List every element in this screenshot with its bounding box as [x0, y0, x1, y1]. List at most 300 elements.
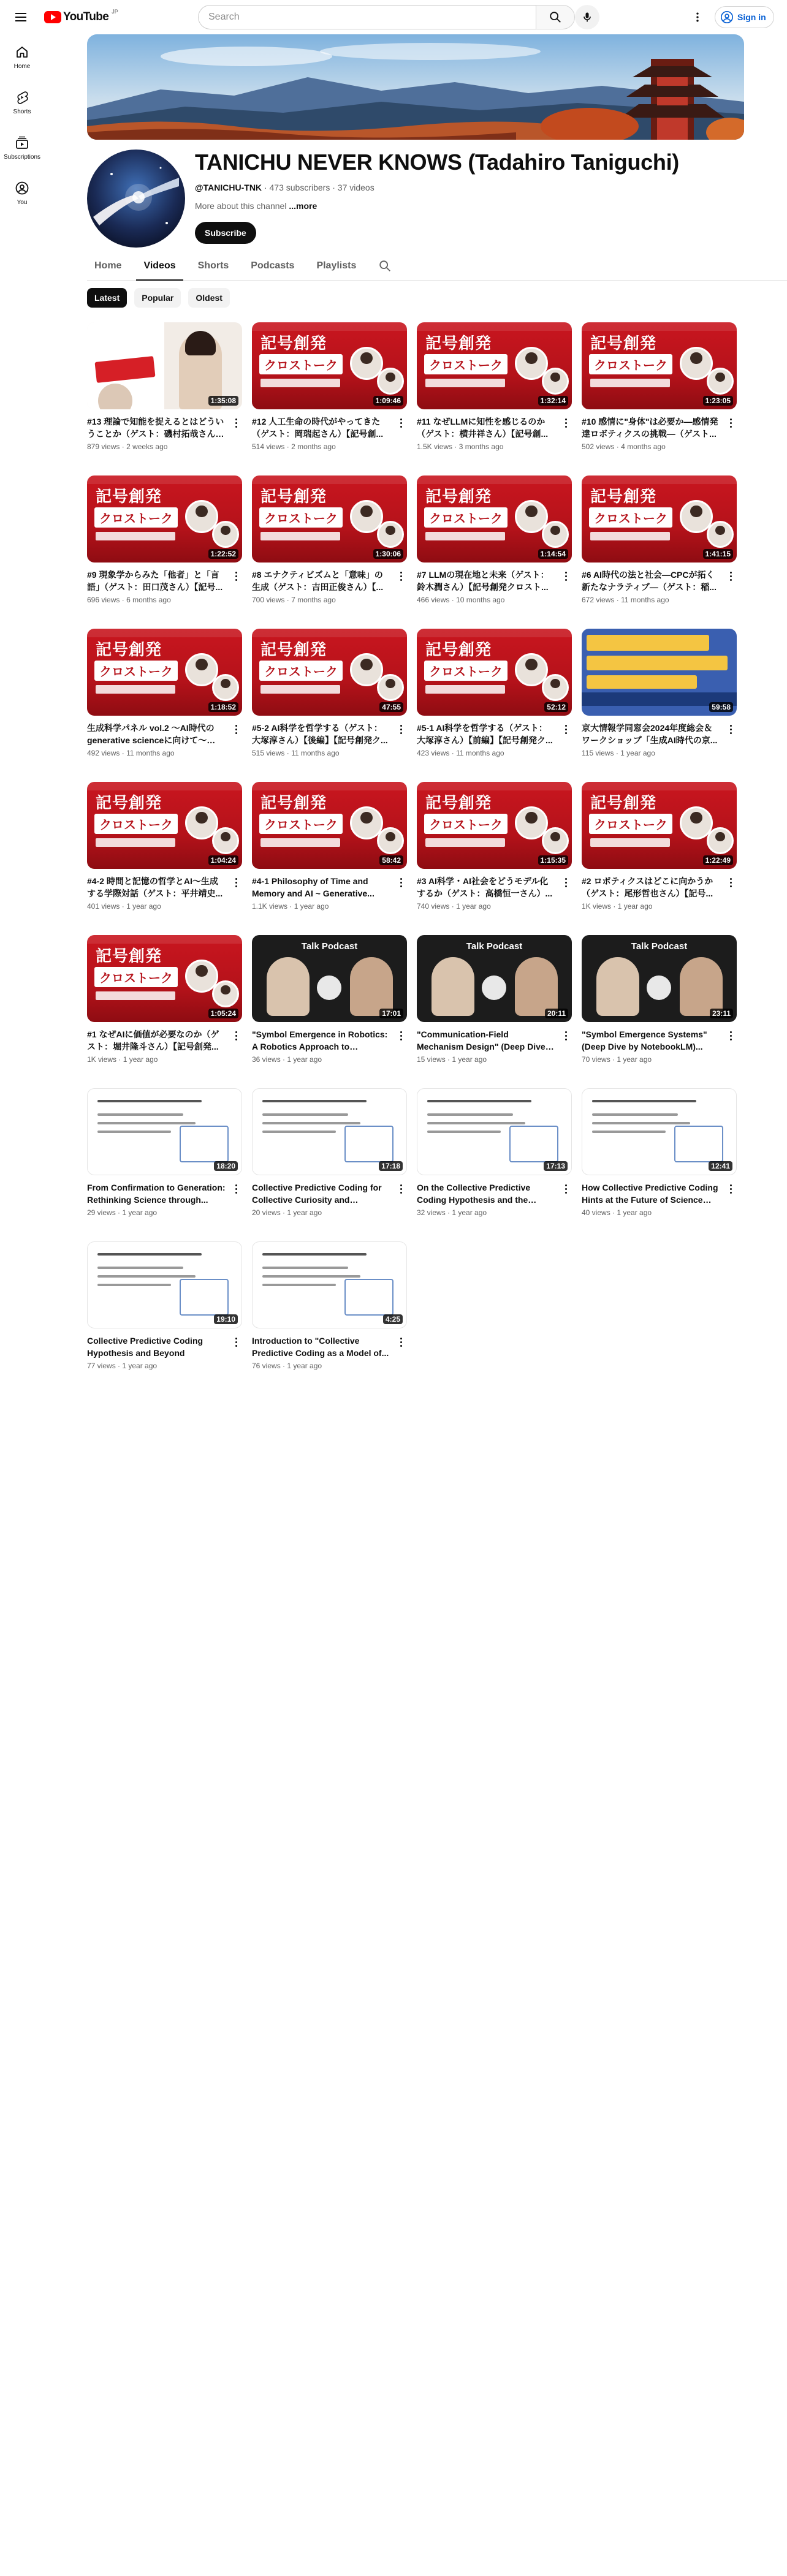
video-thumbnail[interactable] [417, 322, 572, 409]
video-duration: 1:14:54 [538, 549, 568, 559]
video-title[interactable]: #6 AI時代の法と社会—CPCが拓く新たなナラティブ—（ゲスト：稲... [582, 570, 717, 592]
more-vertical-icon [691, 11, 704, 23]
meta-separator: · [118, 1208, 123, 1217]
thumbnail-caption-bar [425, 379, 505, 387]
thumbnail-strip [582, 475, 737, 484]
video-title[interactable]: #13 理論で知能を捉えるとはどういうことか（ゲスト：磯村拓哉さん） [87, 417, 224, 439]
more-link[interactable]: ...more [289, 201, 317, 211]
slide-title-line [262, 1253, 367, 1256]
thumbnail-caption-bar [260, 532, 340, 540]
meta-separator: · [289, 902, 294, 911]
host-portrait [212, 521, 239, 548]
thumbnail-strip [582, 782, 737, 790]
menu-dot [235, 575, 237, 577]
upload-age: 1 year ago [456, 902, 491, 911]
video-thumbnail[interactable] [252, 475, 407, 563]
view-count: 20 views [252, 1208, 281, 1217]
video-title[interactable]: #9 現象学からみた「他者」と「言語」（ゲスト：田口茂さん）【記号... [87, 570, 223, 592]
slide-text-line [97, 1267, 183, 1269]
video-action-menu-button[interactable] [560, 722, 572, 737]
menu-dot [730, 1192, 732, 1194]
video-action-menu-button[interactable] [560, 875, 572, 890]
thumbnail-title-graphic: 記号創発 [590, 335, 657, 353]
video-card[interactable] [417, 475, 572, 609]
thumbnail-strip [252, 629, 407, 637]
video-metadata [582, 442, 666, 451]
video-duration: 17:01 [379, 1009, 403, 1018]
video-title[interactable]: #2 ロボティクスはどこに向かうか（ゲスト：尾形哲也さん）【記号... [582, 876, 713, 898]
video-action-menu-button[interactable] [560, 415, 572, 430]
menu-dot [565, 1031, 567, 1033]
tab-playlists[interactable]: Playlists [316, 260, 357, 271]
menu-dot [565, 575, 567, 577]
video-thumbnail[interactable] [582, 629, 737, 716]
guide-menu-button[interactable] [12, 9, 29, 26]
video-metadata [417, 442, 503, 451]
video-card[interactable] [252, 475, 407, 609]
video-thumbnail[interactable] [417, 1088, 572, 1175]
video-card[interactable] [252, 629, 407, 762]
slide-figure [344, 1279, 394, 1316]
host-hair [185, 331, 216, 355]
video-title[interactable]: #3 AI科学・AI社会をどうモデル化するか（ゲスト：高橋恒一さん）... [417, 876, 553, 898]
video-title[interactable]: #5-1 AI科学を哲学する（ゲスト：大塚淳さん）【前編】【記号創発ク... [417, 723, 553, 745]
menu-dot [235, 1345, 237, 1347]
thumbnail-title-graphic: 記号創発 [425, 794, 492, 813]
video-metadata [582, 1055, 652, 1064]
menu-dot [565, 729, 567, 730]
video-action-menu-button[interactable] [230, 1181, 242, 1196]
meta-separator: · [121, 596, 127, 604]
slide-text-line [592, 1113, 678, 1116]
view-count: 36 views [252, 1055, 281, 1064]
channel-handle: @TANICHU-TNK [195, 183, 262, 192]
video-action-menu-button[interactable] [230, 415, 242, 430]
view-count: 77 views [87, 1362, 116, 1370]
guide-label: You [17, 199, 28, 206]
video-title[interactable]: #4-2 時間と記憶の哲学とAI〜生成する学際対話（ゲスト：平井靖史... [87, 876, 223, 898]
menu-dot [235, 1341, 237, 1343]
video-card[interactable] [582, 629, 737, 762]
video-thumbnail[interactable] [87, 935, 242, 1022]
menu-dot [565, 1035, 567, 1037]
thumbnail-title-graphic: 記号創発 [260, 794, 327, 813]
channel-description[interactable] [195, 201, 317, 211]
video-action-menu-button[interactable] [230, 1335, 242, 1349]
video-action-menu-button[interactable] [395, 1335, 407, 1349]
video-title[interactable]: 生成科学パネル vol.2 〜AI時代の generative scienceに向けて〜 [87, 723, 215, 745]
upload-age: 10 months ago [456, 596, 505, 604]
subscribe-button[interactable]: Subscribe [195, 222, 256, 244]
thumbnail-caption-bar [96, 838, 175, 847]
upload-age: 11 months ago [456, 749, 504, 757]
slide-text-line [262, 1131, 336, 1133]
thumbnail-subtitle-graphic: クロストーク [94, 507, 178, 528]
view-count: 515 views [252, 749, 285, 757]
video-action-menu-button[interactable] [230, 1028, 242, 1043]
video-card[interactable] [252, 1241, 407, 1375]
meta-separator: · [451, 902, 457, 911]
thumbnail-strip [87, 935, 242, 944]
video-title[interactable]: #1 なぜAIに価値が必要なのか（ゲスト：堀井隆斗さん）【記号創発... [87, 1029, 219, 1051]
chip-oldest[interactable]: Oldest [188, 288, 230, 308]
view-count: 1.1K views [252, 902, 288, 911]
video-metadata [417, 1208, 487, 1217]
video-title[interactable]: #8 エナクティビズムと「意味」の生成（ゲスト：吉田正俊さん）【... [252, 570, 384, 592]
menu-dot [565, 1192, 567, 1194]
upload-age: 11 months ago [126, 749, 175, 757]
video-card[interactable] [87, 629, 242, 762]
video-thumbnail[interactable] [87, 475, 242, 563]
video-card[interactable] [87, 475, 242, 609]
upload-age: 1 year ago [617, 902, 653, 911]
host-portrait [707, 368, 734, 395]
video-duration: 1:05:24 [208, 1009, 238, 1018]
thumbnail-caption-bar [425, 532, 505, 540]
menu-dot [730, 1035, 732, 1037]
menu-dot [565, 1188, 567, 1190]
video-metadata [252, 442, 336, 451]
video-duration: 12:41 [709, 1161, 732, 1171]
thumbnail-subtitle-graphic: クロストーク [589, 814, 672, 834]
thumbnail-subtitle-graphic: クロストーク [259, 661, 343, 681]
menu-dot [400, 1188, 402, 1190]
thumbnail-subtitle-graphic: クロストーク [424, 507, 508, 528]
menu-dot [730, 1188, 732, 1190]
video-card[interactable] [87, 935, 242, 1069]
video-metadata [252, 596, 336, 604]
slide-text-line [262, 1275, 360, 1278]
video-thumbnail[interactable] [252, 935, 407, 1022]
host-portrait [212, 980, 239, 1007]
upload-age: 11 months ago [291, 749, 340, 757]
video-card[interactable] [87, 322, 242, 456]
meta-separator: · [121, 902, 127, 911]
video-action-menu-button[interactable] [395, 415, 407, 430]
host-portrait [377, 827, 404, 854]
thumbnail-subtitle-graphic: クロストーク [589, 354, 672, 374]
host-portrait [542, 827, 569, 854]
video-thumbnail[interactable] [87, 782, 242, 869]
video-thumbnail[interactable] [582, 1088, 737, 1175]
video-metadata [252, 1055, 322, 1064]
video-thumbnail[interactable] [87, 1088, 242, 1175]
upload-age: 3 months ago [458, 442, 504, 451]
search-button[interactable] [536, 5, 575, 29]
tab-videos[interactable]: Videos [136, 251, 183, 280]
video-duration: 19:10 [214, 1314, 238, 1324]
video-thumbnail[interactable] [252, 1088, 407, 1175]
menu-dot [400, 1338, 402, 1339]
video-card[interactable] [582, 782, 737, 915]
slide-text-line [97, 1131, 171, 1133]
video-action-menu-button[interactable] [395, 1028, 407, 1043]
video-card[interactable] [417, 322, 572, 456]
thumbnail-subtitle-graphic: クロストーク [259, 507, 343, 528]
thumbnail-strip [252, 782, 407, 790]
video-card[interactable] [252, 935, 407, 1069]
channel-title: TANICHU NEVER KNOWS (Tadahiro Taniguchi) [195, 150, 679, 175]
video-action-menu-button[interactable] [724, 1028, 737, 1043]
thumbnail-heading-bar [587, 675, 697, 689]
menu-dot [730, 572, 732, 574]
thumbnail-heading-bar [587, 635, 709, 651]
meta-separator: · [264, 183, 270, 192]
video-title[interactable]: "Symbol Emergence in Robotics: A Robotics Approach to [252, 1029, 388, 1051]
meta-separator: · [283, 1362, 287, 1370]
video-thumbnail[interactable] [582, 475, 737, 563]
thumbnail-caption-bar [425, 685, 505, 694]
host-portrait [212, 674, 239, 701]
video-metadata [87, 749, 175, 757]
view-count: 700 views [252, 596, 285, 604]
video-action-menu-button[interactable] [724, 415, 737, 430]
upload-age: 1 year ago [126, 902, 161, 911]
channel-header [87, 150, 744, 248]
menu-dot [235, 422, 237, 424]
video-thumbnail[interactable] [417, 475, 572, 563]
video-title[interactable]: Collective Predictive Coding Hypothesis and Beyond [87, 1336, 203, 1358]
tab-podcasts[interactable]: Podcasts [251, 260, 295, 271]
menu-dot [565, 882, 567, 884]
thumbnail-strip [417, 629, 572, 637]
video-title[interactable]: "Communication-Field Mechanism Design" (Deep Dive [417, 1029, 546, 1051]
thumbnail-heading-bar [587, 656, 728, 670]
slide-figure [344, 1126, 394, 1162]
guide-item-subscriptions[interactable] [2, 125, 42, 170]
video-thumbnail[interactable] [582, 322, 737, 409]
video-thumbnail[interactable] [582, 782, 737, 869]
thumbnail-caption-bar [590, 379, 670, 387]
video-thumbnail[interactable] [417, 782, 572, 869]
host-portrait [707, 521, 734, 548]
thumbnail-caption-bar [260, 838, 340, 847]
video-thumbnail[interactable] [252, 1241, 407, 1328]
subscriber-count: 473 subscribers [269, 183, 330, 192]
view-count: 32 views [417, 1208, 446, 1217]
video-action-menu-button[interactable] [230, 569, 242, 583]
video-title[interactable]: #11 なぜLLMに知性を感じるのか（ゲスト：横井祥さん）【記号創... [417, 417, 549, 439]
logo-region: JP [112, 9, 118, 15]
thumbnail-strip [87, 782, 242, 790]
menu-dot [730, 1039, 732, 1040]
slide-text-line [97, 1122, 196, 1124]
video-card[interactable] [252, 1088, 407, 1222]
video-card[interactable] [252, 322, 407, 456]
video-duration: 23:11 [710, 1009, 733, 1018]
video-title[interactable]: #10 感情に"身体"は必要か—感情発達ロボティクスの挑戦—（ゲスト... [582, 417, 718, 439]
menu-dot [235, 1031, 237, 1033]
slide-text-line [97, 1113, 183, 1116]
settings-more-button[interactable] [688, 7, 707, 27]
video-card[interactable] [582, 475, 737, 609]
video-card[interactable] [87, 1088, 242, 1222]
sort-chips [87, 288, 230, 308]
video-count: 37 videos [337, 183, 374, 192]
tab-shorts[interactable]: Shorts [197, 260, 229, 271]
video-action-menu-button[interactable] [230, 875, 242, 890]
slide-text-line [427, 1131, 501, 1133]
meta-separator: · [447, 1208, 452, 1217]
video-action-menu-button[interactable] [395, 1181, 407, 1196]
video-title[interactable]: Collective Predictive Coding for Collective Curiosity and [252, 1183, 382, 1205]
video-action-menu-button[interactable] [395, 875, 407, 890]
search-input[interactable] [198, 5, 536, 29]
video-action-menu-button[interactable] [230, 722, 242, 737]
youtube-logo[interactable] [44, 10, 118, 24]
thumbnail-strip [87, 629, 242, 637]
video-card[interactable] [252, 782, 407, 915]
meta-separator: · [286, 596, 292, 604]
meta-separator: · [283, 1208, 287, 1217]
search-icon [549, 10, 562, 24]
slide-text-line [427, 1122, 525, 1124]
video-action-menu-button[interactable] [724, 722, 737, 737]
menu-dot [565, 732, 567, 734]
voice-search-button[interactable] [575, 5, 599, 29]
host-portrait [377, 674, 404, 701]
sign-in-button[interactable] [715, 6, 774, 28]
meta-separator: · [283, 1055, 287, 1064]
upload-age: 6 months ago [126, 596, 171, 604]
video-thumbnail[interactable] [252, 629, 407, 716]
video-thumbnail[interactable] [582, 935, 737, 1022]
account-icon [720, 10, 734, 24]
video-title[interactable]: #4-1 Philosophy of Time and Memory and AI ~ Generative... [252, 876, 374, 898]
video-metadata [582, 596, 669, 604]
thumbnail-strip [252, 475, 407, 484]
host-portrait [377, 368, 404, 395]
video-title[interactable]: #12 人工生命の時代がやってきた（ゲスト：岡瑞起さん）【記号創... [252, 417, 384, 439]
host-portrait [707, 827, 734, 854]
video-metadata [417, 596, 504, 604]
slide-text-line [262, 1284, 336, 1286]
video-card[interactable] [417, 629, 572, 762]
video-duration: 58:42 [379, 855, 403, 865]
home-icon [15, 45, 29, 59]
video-thumbnail[interactable] [417, 935, 572, 1022]
video-title[interactable]: On the Collective Predictive Coding Hypothesis and the [417, 1183, 531, 1205]
tab-home[interactable]: Home [94, 260, 122, 271]
chip-latest[interactable]: Latest [87, 288, 127, 308]
meta-separator: · [121, 749, 127, 757]
video-metadata [582, 749, 655, 757]
video-card[interactable] [417, 1088, 572, 1222]
video-title[interactable]: #5-2 AI科学を哲学する（ゲスト：大塚淳さん）【後編】【記号創発ク... [252, 723, 388, 745]
thumbnail-caption-bar [96, 991, 175, 1000]
video-metadata [417, 749, 504, 757]
video-title[interactable]: How Collective Predictive Coding Hints at the Future of Science [582, 1183, 718, 1205]
upload-age: 1 year ago [122, 1208, 158, 1217]
menu-dot [235, 878, 237, 880]
video-thumbnail[interactable] [252, 322, 407, 409]
channel-search-button[interactable] [371, 251, 399, 280]
video-action-menu-button[interactable] [724, 1181, 737, 1196]
menu-dot [235, 426, 237, 428]
video-action-menu-button[interactable] [560, 569, 572, 583]
thumbnail-title-graphic: 記号創発 [590, 488, 657, 506]
video-card[interactable] [87, 1241, 242, 1375]
video-grid [87, 322, 744, 1375]
menu-bar [15, 20, 26, 21]
slide-text-line [427, 1113, 513, 1116]
channel-avatar[interactable] [87, 150, 185, 248]
video-action-menu-button[interactable] [395, 722, 407, 737]
video-thumbnail[interactable] [252, 782, 407, 869]
video-action-menu-button[interactable] [560, 1028, 572, 1043]
menu-dot [235, 419, 237, 420]
upload-age: 2 months ago [291, 442, 336, 451]
video-duration: 20:11 [545, 1009, 568, 1018]
menu-dot [235, 732, 237, 734]
guide-item-home[interactable] [2, 34, 42, 80]
meta-separator: · [332, 183, 338, 192]
video-duration: 1:35:08 [208, 396, 238, 406]
video-card[interactable] [417, 935, 572, 1069]
channel-tabs [87, 251, 787, 281]
video-card[interactable] [582, 935, 737, 1069]
thumbnail-strip [417, 322, 572, 331]
chip-popular[interactable]: Popular [134, 288, 181, 308]
video-duration: 1:23:05 [703, 396, 733, 406]
video-title[interactable]: "Symbol Emergence Systems" (Deep Dive by NotebookLM)... [582, 1029, 707, 1051]
video-thumbnail[interactable] [87, 629, 242, 716]
guide-item-shorts[interactable] [2, 80, 42, 125]
upload-age: 1 year ago [617, 1208, 652, 1217]
menu-dot [400, 725, 402, 727]
video-duration: 47:55 [379, 702, 403, 712]
menu-dot [730, 725, 732, 727]
video-action-menu-button[interactable] [724, 875, 737, 890]
video-card[interactable] [417, 782, 572, 915]
thumbnail-title-graphic: 記号創発 [96, 641, 162, 659]
video-thumbnail[interactable] [87, 322, 242, 409]
video-action-menu-button[interactable] [560, 1181, 572, 1196]
slide-text-line [97, 1275, 196, 1278]
menu-dot [565, 426, 567, 428]
masthead [0, 0, 787, 34]
meta-separator: · [613, 902, 618, 911]
video-card[interactable] [582, 1088, 737, 1222]
video-card[interactable] [87, 782, 242, 915]
view-count: 40 views [582, 1208, 610, 1217]
video-title[interactable]: Introduction to "Collective Predictive Coding as a Model of... [252, 1336, 389, 1358]
channel-banner [87, 34, 744, 140]
view-count: 76 views [252, 1362, 281, 1370]
video-title[interactable]: 京大情報学同窓会2024年度総会＆ワークショップ「生成AI時代の京... [582, 723, 718, 745]
video-action-menu-button[interactable] [724, 569, 737, 583]
mini-guide [0, 34, 44, 216]
video-action-menu-button[interactable] [395, 569, 407, 583]
menu-dot [565, 579, 567, 581]
host-portrait [542, 674, 569, 701]
thumbnail-caption-bar [96, 685, 175, 694]
video-card[interactable] [582, 322, 737, 456]
menu-dot [730, 729, 732, 730]
slide-text-line [262, 1267, 348, 1269]
menu-dot [400, 885, 402, 887]
view-count: 401 views [87, 902, 120, 911]
video-title[interactable]: From Confirmation to Generation: Rethinking Science through... [87, 1183, 226, 1205]
view-count: 15 views [417, 1055, 446, 1064]
video-thumbnail[interactable] [87, 1241, 242, 1328]
menu-dot [730, 882, 732, 884]
thumbnail-caption-bar [260, 685, 340, 694]
guide-item-you[interactable] [2, 170, 42, 216]
video-title[interactable]: #7 LLMの現在地と未来（ゲスト：鈴木潤さん）【記号創発クロスト... [417, 570, 549, 592]
video-thumbnail[interactable] [417, 629, 572, 716]
youtube-play-icon [44, 11, 61, 23]
